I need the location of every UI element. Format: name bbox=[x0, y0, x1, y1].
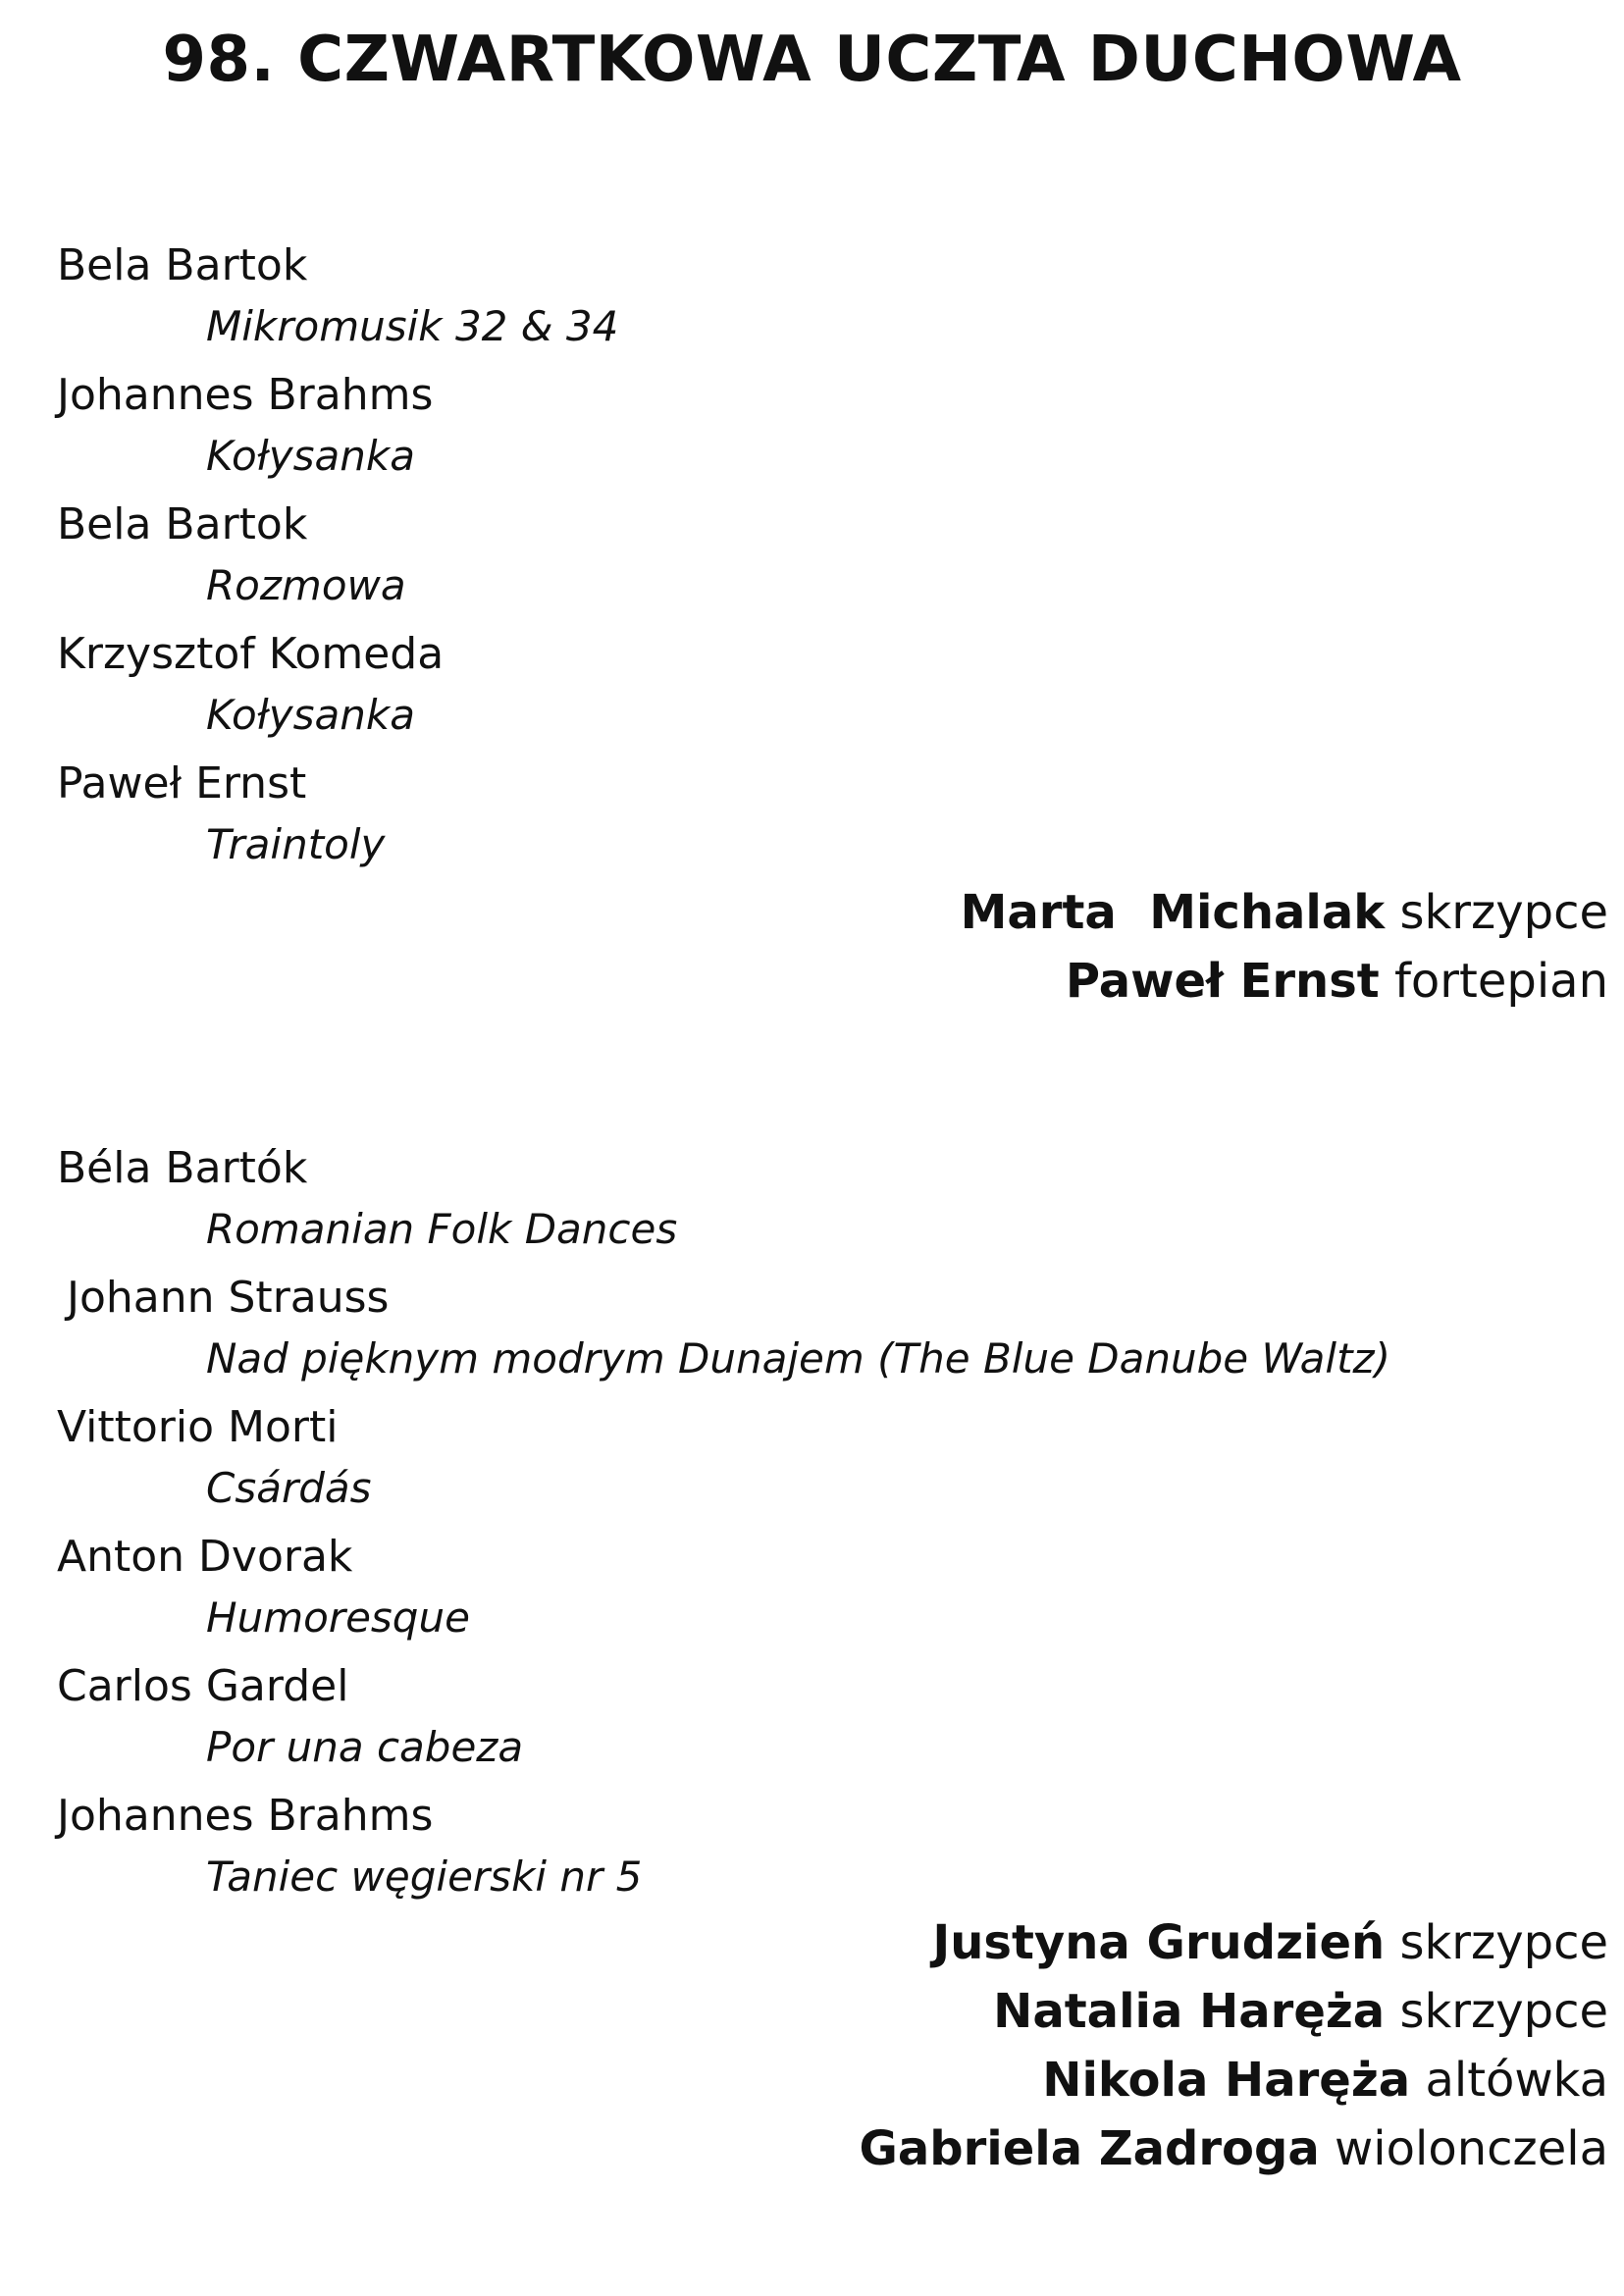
piece-title: Csárdás bbox=[206, 1464, 372, 1512]
program-entry bbox=[57, 1397, 1607, 1527]
piece-title: Romanian Folk Dances bbox=[206, 1205, 678, 1253]
performer-line bbox=[961, 947, 1608, 1016]
performers-section-1 bbox=[961, 878, 1608, 1016]
performer-name: Natalia Haręża bbox=[993, 1984, 1386, 2039]
composer-name: Bela Bartok bbox=[57, 499, 308, 549]
performer-line bbox=[859, 1908, 1608, 1977]
piece-title: Mikromusik 32 & 34 bbox=[206, 302, 619, 350]
composer-name: Johann Strauss bbox=[67, 1273, 390, 1323]
composer-name: Johannes Brahms bbox=[57, 1791, 434, 1841]
performer-instrument: fortepian bbox=[1394, 954, 1608, 1009]
composer-name: Vittorio Morti bbox=[57, 1402, 339, 1452]
piece-title: Kołysanka bbox=[206, 691, 415, 739]
composer-name: Bela Bartok bbox=[57, 240, 308, 290]
program-entry bbox=[57, 495, 1607, 624]
performer-instrument: skrzypce bbox=[1399, 1915, 1608, 1970]
piece-title: Nad pięknym modrym Dunajem (The Blue Danube Waltz) bbox=[206, 1334, 1390, 1383]
performer-name: Justyna Grudzień bbox=[932, 1915, 1386, 1970]
performer-instrument: skrzypce bbox=[1399, 1984, 1608, 2039]
program-entry bbox=[57, 1138, 1607, 1268]
performer-line bbox=[859, 1977, 1608, 2046]
performer-instrument: skrzypce bbox=[1399, 885, 1608, 940]
program-entry bbox=[57, 1786, 1607, 1915]
performer-line bbox=[859, 2046, 1608, 2114]
composer-name: Krzysztof Komeda bbox=[57, 629, 445, 679]
program-entry bbox=[57, 624, 1607, 754]
piece-title: Humoresque bbox=[206, 1593, 470, 1642]
performers-section-2 bbox=[859, 1908, 1608, 2183]
composer-name: Béla Bartók bbox=[57, 1143, 308, 1193]
program-entry bbox=[57, 754, 1607, 883]
program-entry bbox=[57, 235, 1607, 365]
performer-line bbox=[859, 2114, 1608, 2183]
piece-title: Traintoly bbox=[206, 820, 386, 868]
page-title: 98. CZWARTKOWA UCZTA DUCHOWA bbox=[162, 24, 1462, 96]
program-section-2 bbox=[57, 1138, 1607, 1915]
performer-name: Nikola Haręża bbox=[1042, 2053, 1411, 2108]
program-entry bbox=[57, 1268, 1607, 1397]
composer-name: Paweł Ernst bbox=[57, 758, 307, 809]
performer-name: Paweł Ernst bbox=[1065, 954, 1380, 1009]
program-entry bbox=[57, 365, 1607, 495]
composer-name: Johannes Brahms bbox=[57, 370, 434, 420]
program-entry bbox=[57, 1527, 1607, 1656]
composer-name: Carlos Gardel bbox=[57, 1661, 349, 1711]
program-entry bbox=[57, 1656, 1607, 1786]
performer-name: Marta Michalak bbox=[960, 885, 1386, 940]
piece-title: Kołysanka bbox=[206, 432, 415, 480]
piece-title: Taniec węgierski nr 5 bbox=[206, 1852, 643, 1901]
performer-instrument: altówka bbox=[1425, 2053, 1608, 2108]
performer-name: Gabriela Zadroga bbox=[859, 2121, 1320, 2176]
piece-title: Rozmowa bbox=[206, 561, 406, 609]
performer-instrument: wiolonczela bbox=[1335, 2121, 1608, 2176]
piece-title: Por una cabeza bbox=[206, 1723, 524, 1771]
composer-name: Anton Dvorak bbox=[57, 1532, 353, 1582]
performer-line bbox=[961, 878, 1608, 947]
program-section-1 bbox=[57, 235, 1607, 883]
